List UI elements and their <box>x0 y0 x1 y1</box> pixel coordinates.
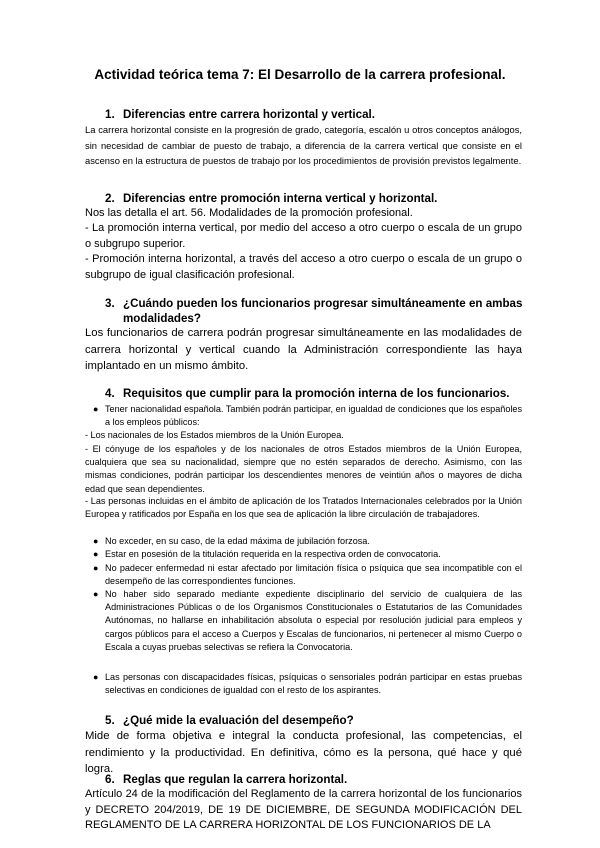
section-2-line: Nos las detalla el art. 56. Modalidades de la promoción profesional. <box>85 207 413 219</box>
section-3-paragraph: Los funcionarios de carrera podrán progresar simultáneamente en las modalidades de carrera horizontal y vertical cuando la Administración correspondiente las haya implantado en un mismo ámbito. <box>85 327 522 372</box>
bullet-icon: ● <box>93 563 99 573</box>
section-1-paragraph: La carrera horizontal consiste en la progresión de grado, categoría, escalón u otros conceptos análogos, sin necesidad de cambiar de puesto de trabajo, a diferencia de la carrera vertical que consiste en el ascenso en la estructura de puestos de trabajo por los procedimientos de provisión previstos legalmente. <box>85 124 522 166</box>
section-6-paragraph: Artículo 24 de la modificación del Reglamento de la carrera horizontal de los funcionarios y DECRETO 204/2019, DE 19 DE DICIEMBRE, DE SEGUNDA MODIFICACIÓN DEL REGLAMENTO DE LA CARRERA HORIZONTAL DE LOS FUNCIONARIOS DE LA <box>85 788 522 831</box>
requirement-bullet: ● Las personas con discapacidades físicas, psíquicas o sensoriales podrán participar en estas pruebas selectivas en condiciones de igualdad con el resto de los aspirantes. <box>93 672 522 696</box>
requirement-sub-item: - Las personas incluidas en el ámbito de aplicación de los Tratados Internacionales celebrados por la Unión Europea y ratificados por España en los que sea de aplicación la libre circulación de trabajadores. <box>85 496 522 520</box>
bullet-icon: ● <box>93 549 99 559</box>
document-title: Actividad teórica tema 7: El Desarrollo de la carrera profesional. <box>94 67 506 82</box>
bullet-icon: ● <box>93 404 99 414</box>
requirement-bullet: ● No padecer enfermedad ni estar afectado por limitación física o psíquica que sea incompatible con el desempeño de las correspondientes funciones. <box>93 563 522 587</box>
section-2-line: - La promoción interna vertical, por medio del acceso a otro cuerpo o escala de un grupo o subgrupo superior. <box>85 222 522 250</box>
bullet-icon: ● <box>93 672 99 682</box>
requirement-bullet: ● Tener nacionalidad española. También podrán participar, en igualdad de condiciones que los españoles a los empleos públicos: <box>93 404 522 428</box>
requirement-sub-item: - El cónyuge de los españoles y de los nacionales de otros Estados miembros de la Unión Europea, cualquiera que sea su nacionalidad, siempre que no estén separados de derecho. Asimismo, con las mismas condiciones, podrán participar los descendientes menores de veintiún años o mayores de dicha edad que sean dependientes. <box>85 444 522 494</box>
requirement-sub-item: - Los nacionales de los Estados miembros de la Unión Europea. <box>85 430 344 440</box>
bullet-icon: ● <box>93 536 99 546</box>
requirement-bullet: ● Estar en posesión de la titulación requerida en la respectiva orden de convocatoria. <box>105 548 522 561</box>
requirement-bullet: ● No haber sido separado mediante expediente disciplinario del servicio de cualquiera de las Administraciones Públicas o de los Organismos Constitucionales o Estatutarios de las Comunidades Autónomas, no hallarse en inhabilitación absoluta o especial por resolución judicial para empleos y cargos públicos para el acceso a Cuerpos y Escalas de funcionarios, ni pertenecer al mismo Cuerpo o Escala a cuyas pruebas selectivas se refiera la Convocatoria. <box>93 589 522 652</box>
bullet-icon: ● <box>93 589 99 599</box>
document-page: Actividad teórica tema 7: El Desarrollo de la carrera profesional. 1. Diferencias entre carrera horizontal y vertical. La carrera horizontal consiste en la progresión de grado, categoría, escalón u otros conceptos análogos, sin necesidad de cambiar de puesto de trabajo, a diferencia de la carrera vertical que consiste en el ascenso en la estructura de puestos de trabajo por los procedimientos de provisión previstos legalmente. 2. Diferencias entre promoción interna vertical y horizontal. Nos las detalla el art. 56. Modalidades de la promoción profesional. - La promoción interna vertical, por medio del acceso a otro cuerpo o escala de un grupo o subgrupo superior. - Promoción interna horizontal, a través del acceso a otro cuerpo o escala de un grupo o subgrupo de igual clasificación profesional. 3. ¿Cuándo pueden los funcionarios progresar simultáneamente en ambas modalidades? Los funcionarios de carrera podrán progresar simultáneamente en las modalidades de carrera horizontal y vertical cuando la Administración correspondiente las haya implantado en un mismo ámbito. 4. Requisitos que cumplir para la promoción interna de los funcionarios. ● Tener nacionalidad española. También podrán participar, en igualdad de condiciones que los españoles a los empleos públicos: - Los nacionales de los Estados miembros de la Unión Europea. - El cónyuge de los españoles y de los nacionales de otros Estados miembros de la Unión Europea, cualquiera que sea su nacionalidad, siempre que no estén separados de derecho. Asimismo, con las mismas condiciones, podrán participar los descendientes menores de veintiún años o mayores de dicha edad que sean dependientes. - Las personas incluidas en el ámbito de aplicación de los Tratados Internacionales celebrados por la Unión Europea y ratificados por España en los que sea de aplicación la libre circulación de trabajadores. ● No exceder, en su caso, de la edad máxima de jubilación forzosa. ● Estar en posesión de la titulación requerida en la respectiva orden de convocatoria. ● No padecer enfermedad ni estar afectado por limitación física o psíquica que sea incompatible con el desempeño de las correspondientes funciones. ● No haber sido separado mediante expediente disciplinario del servicio de cualquiera de las Administraciones Públicas o de los Organismos Constitucionales o Estatutarios de las Comunidades Autónomas, no hallarse en inhabilitación absoluta o especial por resolución judicial para empleos y cargos públicos para el acceso a Cuerpos y Escalas de funcionarios, ni pertenecer al mismo Cuerpo o Escala a cuyas pruebas selectivas se refiera la Convocatoria. ● Las personas con discapacidades físicas, psíquicas o sensoriales podrán participar en estas pruebas selectivas en condiciones de igualdad con el resto de los aspirantes. 5. ¿Qué mide la evaluación del desempeño? Mide de forma objetiva e integral la conducta profesional, las competencias, el rendimiento y la productividad. En definitiva, cómo es la persona, qué hace y qué logra. 6. Reglas que regulan la carrera horizontal. Artículo 24 de la modificación del Reglamento de la carrera horizontal de los funcionarios y DECRETO 204/2019, DE 19 DE DICIEMBRE, DE SEGUNDA MODIFICACIÓN DEL REGLAMENTO DE LA CARRERA HORIZONTAL DE LOS FUNCIONARIOS DE LA <box>0 0 600 848</box>
section-5-paragraph: Mide de forma objetiva e integral la conducta profesional, las competencias, el rendimiento y la productividad. En definitiva, cómo es la persona, qué hace y qué logra. <box>85 730 522 775</box>
section-2-line: - Promoción interna horizontal, a través del acceso a otro cuerpo o escala de un grupo o subgrupo de igual clasificación profesional. <box>85 253 522 281</box>
requirement-bullet: ● No exceder, en su caso, de la edad máxima de jubilación forzosa. <box>105 535 522 548</box>
